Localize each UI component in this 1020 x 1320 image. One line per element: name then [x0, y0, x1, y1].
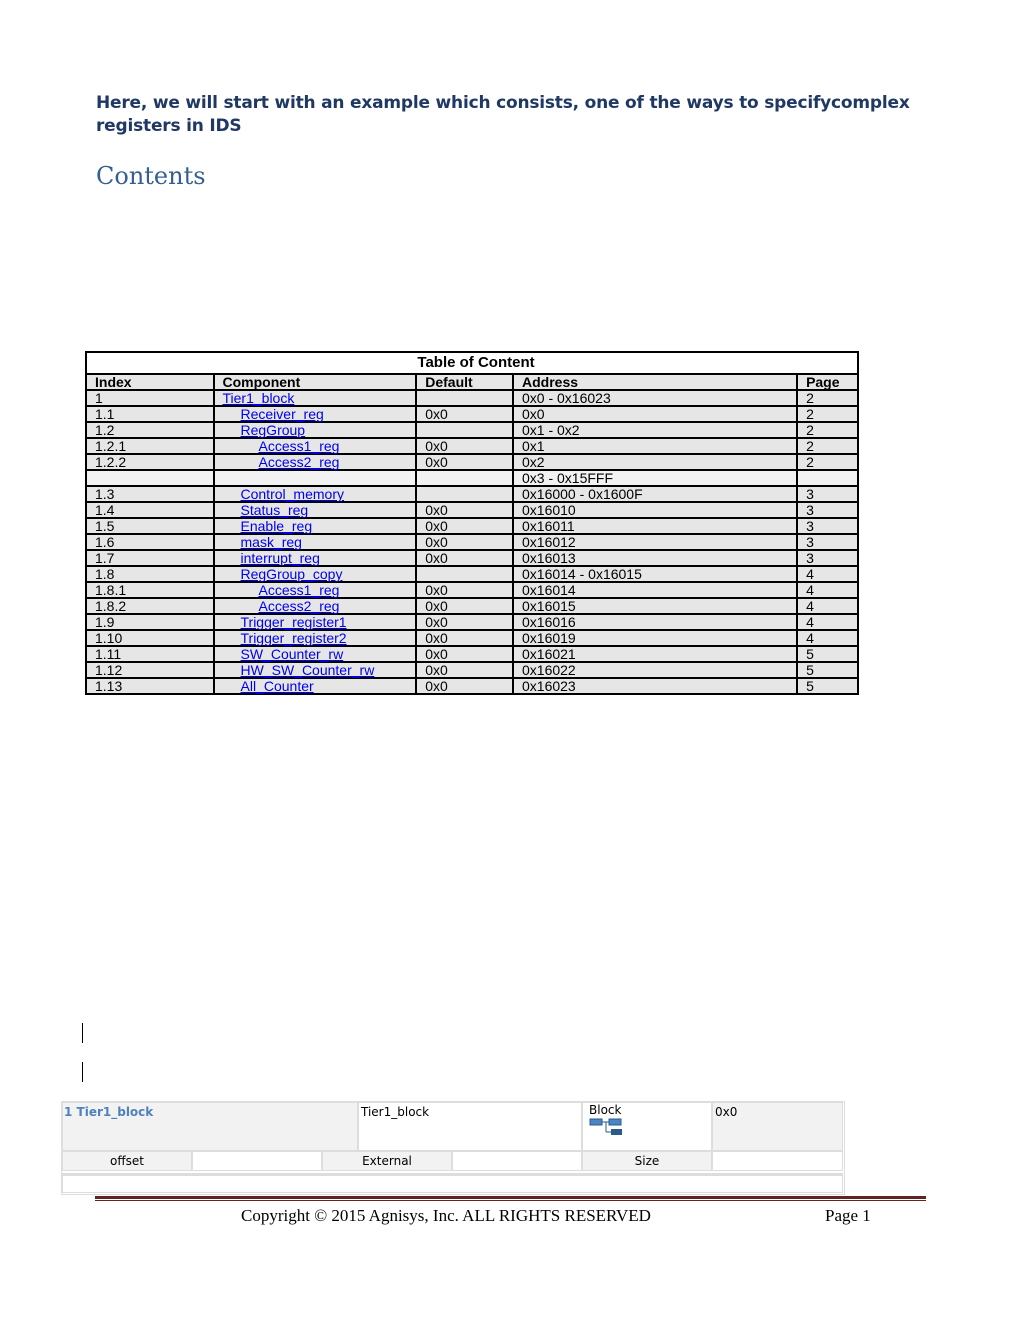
- footer-rule: [95, 1200, 926, 1201]
- cell-default: 0x0: [416, 438, 513, 454]
- cell-index: 1.2: [86, 422, 214, 438]
- cell-page: 2: [797, 454, 858, 470]
- component-link[interactable]: RegGroup: [240, 422, 306, 438]
- cell-address: 0x16023: [513, 678, 797, 694]
- cell-index: 1.9: [86, 614, 214, 630]
- cell-index: 1.2.1: [86, 438, 214, 454]
- table-row: [86, 582, 858, 598]
- column-header-index: Index: [86, 374, 214, 390]
- component-link[interactable]: Access2_reg: [258, 598, 340, 614]
- cell-index: 1.8.1: [86, 582, 214, 598]
- table-row: [86, 422, 858, 438]
- cell-address: 0x16014 - 0x16015: [513, 566, 797, 582]
- table-row: [86, 662, 858, 678]
- cell-index: 1.10: [86, 630, 214, 646]
- contents-heading: Contents: [96, 162, 206, 190]
- cell-page: 3: [797, 518, 858, 534]
- block-name: Tier1_block: [358, 1102, 582, 1151]
- cell-page: 5: [797, 678, 858, 694]
- cell-index: 1.1: [86, 406, 214, 422]
- cell-component: [214, 630, 417, 646]
- cell-index: 1.8: [86, 566, 214, 582]
- cell-index: 1.12: [86, 662, 214, 678]
- table-row: [86, 502, 858, 518]
- cursor-bar: [82, 1023, 83, 1043]
- table-row: [86, 390, 858, 406]
- column-header-address: Address: [513, 374, 797, 390]
- footer-rule: [95, 1196, 926, 1199]
- cell-default: 0x0: [416, 678, 513, 694]
- table-row: [86, 630, 858, 646]
- cell-address: 0x16000 - 0x1600F: [513, 486, 797, 502]
- cell-address: 0x3 - 0x15FFF: [513, 470, 797, 486]
- table-row: [86, 550, 858, 566]
- cell-address: 0x16016: [513, 614, 797, 630]
- cell-component: [214, 582, 417, 598]
- cell-default: [416, 486, 513, 502]
- cell-page: 2: [797, 390, 858, 406]
- intro-text: Here, we will start with an example which consists, one of the ways to specifycomplex registers in IDS: [96, 93, 910, 136]
- cell-address: 0x1: [513, 438, 797, 454]
- cell-component: [214, 470, 417, 486]
- cell-default: [416, 422, 513, 438]
- cell-component: [214, 454, 417, 470]
- component-link[interactable]: SW_Counter_rw: [240, 646, 344, 662]
- cell-page: [797, 470, 858, 486]
- column-header-component: Component: [214, 374, 417, 390]
- component-link[interactable]: Control_memory: [240, 486, 344, 502]
- cell-default: 0x0: [416, 582, 513, 598]
- cell-address: 0x2: [513, 454, 797, 470]
- cell-component: [214, 662, 417, 678]
- table-row: [86, 678, 858, 694]
- table-of-content: [85, 351, 859, 695]
- toc-title: Table of Content: [86, 352, 858, 374]
- table-row: [86, 534, 858, 550]
- cell-address: 0x16019: [513, 630, 797, 646]
- component-link[interactable]: interrupt_reg: [240, 550, 320, 566]
- cell-address: 0x16021: [513, 646, 797, 662]
- cell-component: [214, 614, 417, 630]
- column-header-page: Page: [797, 374, 858, 390]
- cell-address: 0x0 - 0x16023: [513, 390, 797, 406]
- table-row: [86, 566, 858, 582]
- cell-page: 4: [797, 598, 858, 614]
- offset-value: [192, 1151, 322, 1171]
- cell-default: 0x0: [416, 614, 513, 630]
- page-number: Page 1: [825, 1206, 871, 1225]
- cell-index: [86, 470, 214, 486]
- cell-address: 0x16022: [513, 662, 797, 678]
- cell-index: 1.6: [86, 534, 214, 550]
- cell-address: 0x16013: [513, 550, 797, 566]
- component-link[interactable]: Trigger_register2: [240, 630, 347, 646]
- cell-default: 0x0: [416, 646, 513, 662]
- cell-component: [214, 502, 417, 518]
- table-row: [86, 598, 858, 614]
- cell-default: 0x0: [416, 630, 513, 646]
- offset-label: offset: [62, 1151, 192, 1171]
- component-link[interactable]: Access1_reg: [258, 438, 340, 454]
- cell-component: [214, 550, 417, 566]
- table-row: [86, 518, 858, 534]
- cell-default: 0x0: [416, 662, 513, 678]
- table-row: [86, 406, 858, 422]
- cell-address: 0x16012: [513, 534, 797, 550]
- block-hierarchy-icon: [589, 1117, 631, 1137]
- component-link[interactable]: Receiver_reg: [240, 406, 324, 422]
- cell-index: 1: [86, 390, 214, 406]
- copyright: Copyright © 2015 Agnisys, Inc. ALL RIGHTS RESERVED: [241, 1206, 651, 1225]
- cell-index: 1.7: [86, 550, 214, 566]
- block-heading: 1 Tier1_block: [62, 1102, 358, 1151]
- description-row: [62, 1173, 843, 1193]
- cell-page: 4: [797, 614, 858, 630]
- cell-component: [214, 646, 417, 662]
- component-link[interactable]: RegGroup_copy: [240, 566, 343, 582]
- cell-page: 4: [797, 630, 858, 646]
- component-link[interactable]: Enable_reg: [240, 518, 313, 534]
- cell-page: 3: [797, 486, 858, 502]
- component-link[interactable]: Trigger_register1: [240, 614, 347, 630]
- block-info-table: [61, 1101, 845, 1195]
- block-type-label: Block: [589, 1103, 622, 1117]
- component-link[interactable]: HW_SW_Counter_rw: [240, 662, 375, 678]
- table-row: [86, 486, 858, 502]
- table-row: [86, 614, 858, 630]
- cell-address: 0x16014: [513, 582, 797, 598]
- cell-component: [214, 518, 417, 534]
- size-label: Size: [582, 1151, 712, 1171]
- cell-component: [214, 438, 417, 454]
- cell-component: [214, 598, 417, 614]
- cell-address: 0x1 - 0x2: [513, 422, 797, 438]
- cell-index: 1.4: [86, 502, 214, 518]
- cell-address: 0x16011: [513, 518, 797, 534]
- cell-address: 0x0: [513, 406, 797, 422]
- table-row: [86, 470, 858, 486]
- cell-default: 0x0: [416, 534, 513, 550]
- cursor-bar: [82, 1062, 83, 1082]
- external-label: External: [322, 1151, 452, 1171]
- external-value: [452, 1151, 582, 1171]
- cell-address: 0x16010: [513, 502, 797, 518]
- cell-default: 0x0: [416, 406, 513, 422]
- table-row: [86, 454, 858, 470]
- cell-index: 1.5: [86, 518, 214, 534]
- block-value: 0x0: [712, 1102, 843, 1151]
- cell-index: 1.3: [86, 486, 214, 502]
- block-type-cell: [582, 1102, 712, 1151]
- cell-component: [214, 566, 417, 582]
- cell-page: 3: [797, 550, 858, 566]
- table-row: [86, 438, 858, 454]
- cell-address: 0x16015: [513, 598, 797, 614]
- cell-component: [214, 422, 417, 438]
- cell-default: 0x0: [416, 550, 513, 566]
- component-link[interactable]: Status_reg: [240, 502, 309, 518]
- component-link[interactable]: Access2_reg: [258, 454, 340, 470]
- cell-component: [214, 534, 417, 550]
- cell-page: 3: [797, 502, 858, 518]
- component-link[interactable]: All_Counter: [240, 678, 314, 694]
- cell-index: 1.13: [86, 678, 214, 694]
- cell-page: 4: [797, 566, 858, 582]
- cell-index: 1.11: [86, 646, 214, 662]
- cell-default: [416, 566, 513, 582]
- cell-index: 1.2.2: [86, 454, 214, 470]
- cell-default: 0x0: [416, 502, 513, 518]
- column-header-default: Default: [416, 374, 513, 390]
- cell-default: [416, 390, 513, 406]
- cell-default: [416, 470, 513, 486]
- size-value: [712, 1151, 843, 1171]
- cell-component: [214, 486, 417, 502]
- cell-component: [214, 390, 417, 406]
- cell-page: 5: [797, 662, 858, 678]
- cell-component: [214, 678, 417, 694]
- cell-default: 0x0: [416, 518, 513, 534]
- component-link[interactable]: Access1_reg: [258, 582, 340, 598]
- cell-page: 2: [797, 406, 858, 422]
- cell-page: 3: [797, 534, 858, 550]
- cell-page: 4: [797, 582, 858, 598]
- cell-page: 2: [797, 422, 858, 438]
- component-link[interactable]: Tier1_block: [222, 390, 295, 406]
- cell-default: 0x0: [416, 454, 513, 470]
- cell-page: 5: [797, 646, 858, 662]
- cell-default: 0x0: [416, 598, 513, 614]
- cell-page: 2: [797, 438, 858, 454]
- component-link[interactable]: mask_reg: [240, 534, 302, 550]
- cell-component: [214, 406, 417, 422]
- cell-index: 1.8.2: [86, 598, 214, 614]
- table-row: [86, 646, 858, 662]
